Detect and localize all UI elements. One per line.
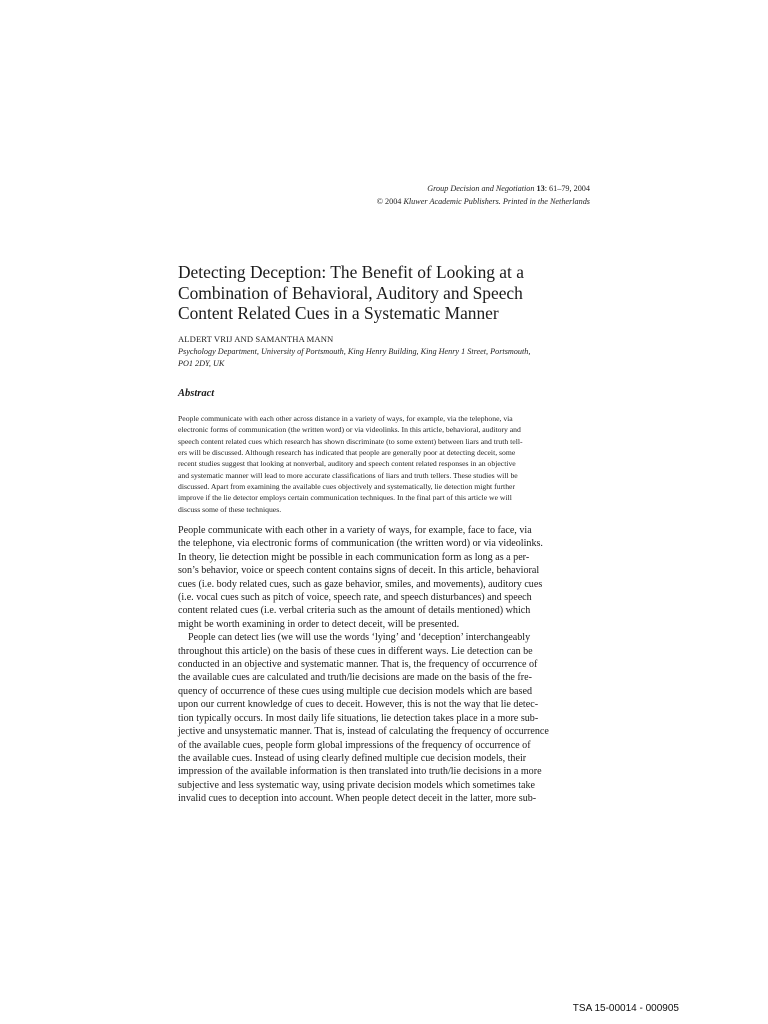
body-line: quency of occurrence of these cues using multiple cue decision models which are based bbox=[178, 685, 532, 697]
body-line: tion typically occurs. In most daily life situations, lie detection takes place in a more sub- bbox=[178, 712, 539, 724]
body-line: son’s behavior, voice or speech content contains signs of deceit. In this article, behavioral bbox=[178, 565, 540, 577]
article-title bbox=[178, 262, 608, 324]
body-line: conducted in an objective and systematic manner. That is, the frequency of occurrence of bbox=[178, 659, 538, 671]
abstract-heading: Abstract bbox=[178, 388, 215, 399]
journal-volume: 13 bbox=[536, 184, 545, 193]
body-line: jective and unsystematic manner. That is, instead of calculating the frequency of occurrence bbox=[178, 726, 549, 738]
body-line: the available cues are calculated and truth/lie decisions are made on the basis of the fre- bbox=[178, 672, 532, 684]
journal-citation bbox=[377, 183, 590, 196]
abstract-line: discussed. Apart from examining the available cues objectively and systematically, lie detection might further bbox=[178, 482, 516, 492]
abstract-line: speech content related cues which research has shown discriminate (to some extent) between liars and truth tell- bbox=[178, 436, 523, 446]
body-text bbox=[178, 524, 594, 806]
body-line: People communicate with each other in a variety of ways, for example, face to face, via bbox=[178, 525, 532, 536]
body-line: invalid cues to deception into account. When people detect deceit in the latter, more sub- bbox=[178, 793, 537, 805]
journal-pages: : 61–79, 2004 bbox=[544, 184, 590, 193]
title-line: Combination of Behavioral, Auditory and Speech bbox=[178, 282, 523, 303]
journal-copyright bbox=[377, 196, 590, 209]
title-line: Detecting Deception: The Benefit of Looking at a bbox=[178, 262, 524, 282]
affiliation bbox=[178, 346, 598, 370]
copyright-text: © 2004 bbox=[376, 196, 404, 206]
abstract-line: electronic forms of communication (the written word) or via videolinks. In this article, behavioral, auditory and bbox=[178, 425, 521, 435]
journal-name: Group Decision and Negotiation bbox=[427, 184, 535, 193]
body-line: might be worth examining in order to detect deceit, will be presented. bbox=[178, 618, 460, 630]
abstract-line: ers will be discussed. Although research has indicated that people are generally poor at detecting deceit, some bbox=[178, 448, 516, 458]
abstract-line: discuss some of these techniques. bbox=[178, 504, 282, 514]
body-line: throughout this article) on the basis of these cues in different ways. Lie detection can be bbox=[178, 645, 533, 657]
body-line: content related cues (i.e. verbal criteria such as the amount of details mentioned) which bbox=[178, 605, 531, 617]
abstract-text bbox=[178, 413, 592, 515]
body-line: the telephone, via electronic forms of communication (the written word) or via videolinks. bbox=[178, 538, 543, 550]
body-line: upon our current knowledge of cues to deceit. However, this is not the way that lie detec- bbox=[178, 699, 539, 711]
body-line: of the available cues, people form global impressions of the frequency of occurrence of bbox=[178, 739, 531, 751]
abstract-line: People communicate with each other across distance in a variety of ways, for example, via the telephone, via bbox=[178, 414, 513, 423]
abstract-line: and systematic manner will lead to more accurate classifications of liars and truth tellers. These studies will be bbox=[178, 470, 518, 480]
body-line: subjective and less systematic way, using private decision models which sometimes take bbox=[178, 779, 536, 791]
document-id-footer: TSA 15-00014 - 000905 bbox=[572, 1003, 679, 1014]
authors: ALDERT VRIJ AND SAMANTHA MANN bbox=[178, 334, 334, 344]
body-line: the available cues. Instead of using clearly defined multiple cue decision models, their bbox=[178, 752, 527, 764]
body-line: (i.e. vocal cues such as pitch of voice, speech rate, and speech disturbances) and speech bbox=[178, 592, 532, 604]
publisher-text: Kluwer Academic Publishers. Printed in the Netherlands bbox=[403, 196, 590, 206]
title-line: Content Related Cues in a Systematic Manner bbox=[178, 303, 499, 323]
body-line: In theory, lie detection might be possible in each communication form as long as a per- bbox=[178, 551, 530, 563]
body-line: cues (i.e. body related cues, such as gaze behavior, smiles, and movements), auditory cues bbox=[178, 578, 543, 590]
abstract-line: recent studies suggest that looking at nonverbal, auditory and speech content related responses in an objective bbox=[178, 459, 516, 469]
abstract-line: improve if the lie detector employs certain communication techniques. In the final part of this article we will bbox=[178, 493, 512, 503]
journal-header bbox=[377, 183, 590, 208]
affiliation-line: PO1 2DY, UK bbox=[178, 359, 225, 368]
body-line: People can detect lies (we will use the words ‘lying’ and ‘deception’ interchangeably bbox=[188, 632, 531, 644]
affiliation-line: Psychology Department, University of Portsmouth, King Henry Building, King Henry 1 Street, Portsmouth, bbox=[178, 347, 531, 356]
body-line: impression of the available information is then translated into truth/lie decisions in a more bbox=[178, 766, 542, 778]
